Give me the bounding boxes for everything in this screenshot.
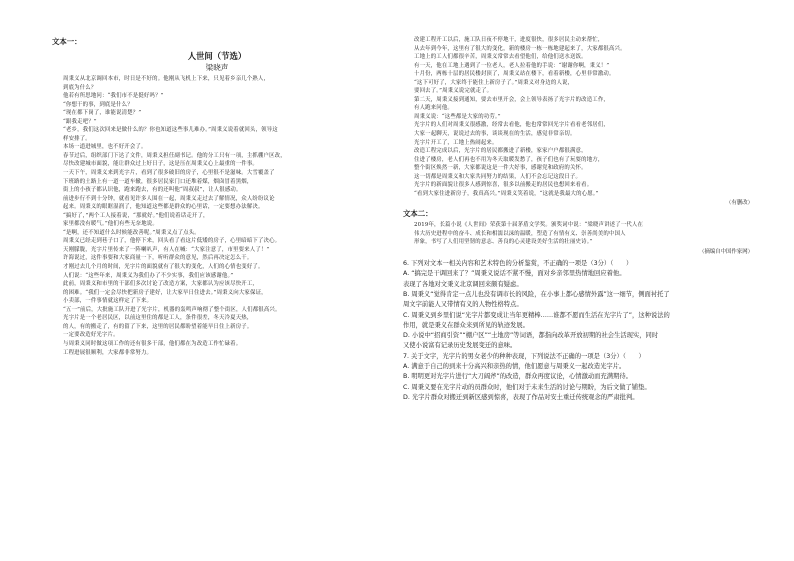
paragraph-line: 光字片的新面貌让很多人感到惊喜，很多以前搬走的居民也想回来看看。 xyxy=(414,182,593,189)
text1-source: （有删改） xyxy=(726,200,753,207)
paragraph-line: 样安排了。 xyxy=(63,135,91,142)
answer-option: A. 满意于自己的到来十分高兴和亲热的情，他们愿意与周秉义一起改造光字片。 xyxy=(403,363,626,370)
paragraph-line: 到底为什么？ xyxy=(63,84,97,91)
answer-option: 表现了各地对文秉义北京调回来颇有疑虑。 xyxy=(403,280,523,288)
paragraph-line: “是啊，还不知道什么时候能改善呢。”周秉义点了点头。 xyxy=(63,229,200,236)
paragraph-line: 家里都没有暖气。”他们有些无奈地说。 xyxy=(63,221,158,228)
paragraph-line: 才刚过去几个月的时间，光字片的面貌就有了很大的变化，人们的心情也变好了。 xyxy=(63,264,264,271)
paragraph-line: “看到大家住进新房子，我真高兴。”周秉义笑着说，“这就是我最大的心愿。” xyxy=(414,190,599,197)
paragraph-line: 天刚朦胧，光字片里传来了一阵喇叭声，有人在喊：“大家注意了，市里要来人了！” xyxy=(63,246,270,253)
paragraph-line: 十月份，两栋十层的居民楼封顶了，周秉义站在楼下，看着新楼，心里非常激动。 xyxy=(414,71,615,78)
paragraph-line: 此前，周秉义和市里的干部们多次讨论了改造方案，大家都认为应该尽快开工， xyxy=(63,281,258,288)
paragraph-line: 大家一起聊天，说说过去的事，谈谈现在的生活，感觉非常亲切。 xyxy=(414,131,576,138)
paragraph-line: 尽快改建城市面貌，能让群众过上好日子，这是压在周秉义心上最重的一件事。 xyxy=(63,161,258,168)
paragraph-line: 一定要改造好光字片。 xyxy=(63,332,119,339)
text2-label: 文本二： xyxy=(403,209,433,219)
paragraph-line: 前进步行不到十分钟，就看见许多人围在一起，周秉义走过去了解情况，众人纷纷议论 xyxy=(63,195,275,202)
question-7: 7. 关于文字，光字片的男女老少的种种表现，下列说法不正确的一项是（3分）（ ） xyxy=(403,352,645,360)
paragraph-line: “这下可好了，大家终于能住上新房子了。”周秉义对身边的人说， xyxy=(414,79,574,86)
paragraph-line: 有人跑来问他。 xyxy=(414,105,453,112)
left-column xyxy=(52,36,382,357)
paragraph-line: 的人，有的搬走了，有的留了下来，这里的居民都盼望着能早日住上新房子。 xyxy=(63,323,253,330)
answer-option: 周文字前能人又带情有义的人物性格特点。 xyxy=(403,301,523,309)
paragraph-line: 光字片的人们对周秉义很感激，经常去看他，他也常常回光字片看看老邻居们， xyxy=(414,122,609,129)
paragraph-line: “现在都下岗了，谁能说清楚？” xyxy=(63,110,142,117)
paragraph-line: 要回去了。”周秉义说完就走了。 xyxy=(414,88,493,95)
paragraph-line: 整个街区焕然一新，大家都说这是一件大好事，感谢党和政府的关怀。 xyxy=(414,165,587,172)
paragraph-line: “你想干的事，到底是什么？ xyxy=(63,101,133,108)
paragraph-line: 这一切都是周秉义和大家共同努力的结果，人们不会忘记这段日子。 xyxy=(414,173,582,180)
answer-option: 又使小说富有记录历史发展变迁的意味。 xyxy=(403,342,517,350)
paragraph-line: “搞好了，”两个工人接着说，“那就好。”他们说着话走开了， xyxy=(63,212,209,219)
paragraph-line: 与周秉义同时做这项工作的还有很多干部，他们都在为改造工作忙碌着。 xyxy=(63,340,242,347)
answer-option: 作用，就是秉义在群众来到所见的轨迹发展。 xyxy=(403,321,529,329)
text1-author: 梁晓声 xyxy=(205,63,229,72)
text1-title: 人世间（节选） xyxy=(187,51,247,61)
paragraph-line: 工地上的工人们都很辛苦，周秉义常常去看望他们，给他们送水送饭。 xyxy=(414,54,587,61)
paragraph-line: “老乡，我们这次回来是做什么的？你也知道这些事儿难办。”周秉义说着就回头，领导这 xyxy=(63,127,278,134)
paragraph-line: 有一天，他在工地上遇到了一位老人，老人拉着他的手说：“谢谢你啊，秉义！” xyxy=(414,62,610,69)
right-column xyxy=(403,36,753,403)
paragraph-line: 光字片开工了，工地上热闹起来。 xyxy=(414,139,498,146)
paragraph-line: “五一”前后，大批施工队开进了光字片，机器的轰鸣声响彻了整个街区，人们都很高兴。 xyxy=(63,306,281,313)
answer-option: C. 周秉义要在光字片动的员群众时，他们对于未来生活的讨论与期盼，为后文做了铺垫。 xyxy=(403,383,651,391)
paragraph-line: 小卖部，一件事情就这样定了下来。 xyxy=(63,298,153,305)
paragraph-line: 下班路的土路上有一道一道车辙，很多居民家门口还堆着煤，烟囱冒着黑烟， xyxy=(63,178,253,185)
paragraph-line: “跟我走吧？” xyxy=(63,118,97,125)
paragraph-line: 工程进展很顺利，大家都非常努力。 xyxy=(63,349,153,356)
paragraph-line: 许海说过，这件事要和大家商量一下，听听群众的意见，然后再决定怎么干。 xyxy=(63,255,253,262)
answer-option: B. 周秉义“觉得肯定一点儿也没有调市长的风险，在小事上都心感情外露”这一细节，侧面衬托了 xyxy=(403,290,670,298)
text1-body xyxy=(52,75,382,357)
paragraph-line: 住进了楼房，老人们再也不用为冬天取暖发愁了，孩子们也有了玩耍的地方， xyxy=(414,156,604,163)
paragraph-line: 一天下午，周秉义来到光字片，看到了很多破旧的房子，心里很不是滋味。大雪覆盖了 xyxy=(63,170,275,177)
paragraph-line: 从去年到今年，这里有了很大的变化，新的楼房一栋一栋地建起来了，大家都很高兴。 xyxy=(414,45,626,52)
paragraph-line: 本场一道进城里，也不好开会了。 xyxy=(63,144,147,151)
text1-label: 文本一： xyxy=(52,37,82,46)
text2-body xyxy=(403,221,753,247)
answer-option: D. 光字片群众对搬迁到新区感到惊喜，表现了作品对安土重迁传统观念的严肃批判。 xyxy=(403,393,639,401)
paragraph-line: 周秉义已经走到巷子口了，他停下来，回头看了看这片低矮的房子，心里暗暗下了决心。 xyxy=(63,238,281,245)
paragraph-line: 街上的小孩子都认识他，跑来跑去，有的还叫他“周叔叔”，让人很感动。 xyxy=(63,187,242,194)
paragraph-line: 光字片是一个老居民区，以前这里住的都是工人，条件很差，冬天冷夏天热， xyxy=(63,315,253,322)
paragraph-line: 第二天，周秉义接到通知，要去市里开会，会上领导表扬了光字片的改造工作， xyxy=(414,96,609,103)
paragraph-line: 改建工程开工以后，施工队日夜不停地干，进度很快，很多居民主动来帮忙， xyxy=(414,37,604,43)
question-7-options xyxy=(403,362,753,403)
answer-option: A. “搞完是干调回来了？”周秉义说话不紧不慢，面对乡亲邻里热情地回应着他。 xyxy=(403,270,626,278)
answer-option: C. 周秉义到乡里们说“光字片都变成让当年更精棒……谁都不愿而生活在光字片了”，这种说法的 xyxy=(403,311,670,319)
paragraph-line: 2019年，长篇小说《人世间》荣获第十届茅盾文学奖。颁奖词中说：“梁晓声讲述了一代人在 xyxy=(414,222,644,229)
answer-option: B. 明明更对光字片进行“大刀阔斧”的改造，群众再度议论，心情激动而充满期待。 xyxy=(403,373,632,381)
answer-option: D. 小说中“招商引资”“棚户区”“土地房”等词语，都指向改革开放初期的社会生活现实，同时 xyxy=(403,332,659,340)
text1-body-continued xyxy=(403,36,753,198)
paragraph-line: 春节过后，组织部门下达了文件，周秉义担任副书记。他的分工只有一项，主抓棚户区改， xyxy=(63,152,286,159)
paragraph-line: 起来。周秉义的眼眶湿润了，他知道这些都是群众的心里话，一定要想办法解决。 xyxy=(63,204,264,211)
question-6-options xyxy=(403,269,753,351)
paragraph-line: 改造工程完成以后，光字片的居民都搬进了新楼，家家户户都很满意， xyxy=(414,148,587,155)
paragraph-line: 伟大历史进程中的奋斗、成长和相濡以沫的温暖，塑造了有情有义、崇善尚美的中国人 xyxy=(414,230,626,237)
paragraph-line: 人们说：“这些年来，周秉义为我们办了不少实事，我们应该感谢他。” xyxy=(63,272,234,279)
question-6: 6. 下列对文本一相关内容和艺术特色的分析鉴赏，不正确的一项是（3分）（ ） xyxy=(403,260,633,268)
paragraph-line: 周秉义说：“这些都是大家的功劳。” xyxy=(414,113,501,120)
text2-source: （摘编自中国作家网） xyxy=(699,249,753,256)
paragraph-line: 形象，书写了人们用坚韧的意志、善良的心灵建设美好生活的壮丽史诗。” xyxy=(414,239,593,246)
paragraph-line: 的困难。“我们一定会尽快把新房子建好，让大家早日住进去。”周秉义向大家保证， xyxy=(63,289,267,296)
paragraph-line: 他若有所思地问：“我们市不是挺好吗？” xyxy=(63,93,164,100)
paragraph-line: 周秉义从北京调回本市，时日是不好的。他刚从飞机上下来，只见着乡亲几个熟人， xyxy=(63,76,270,82)
